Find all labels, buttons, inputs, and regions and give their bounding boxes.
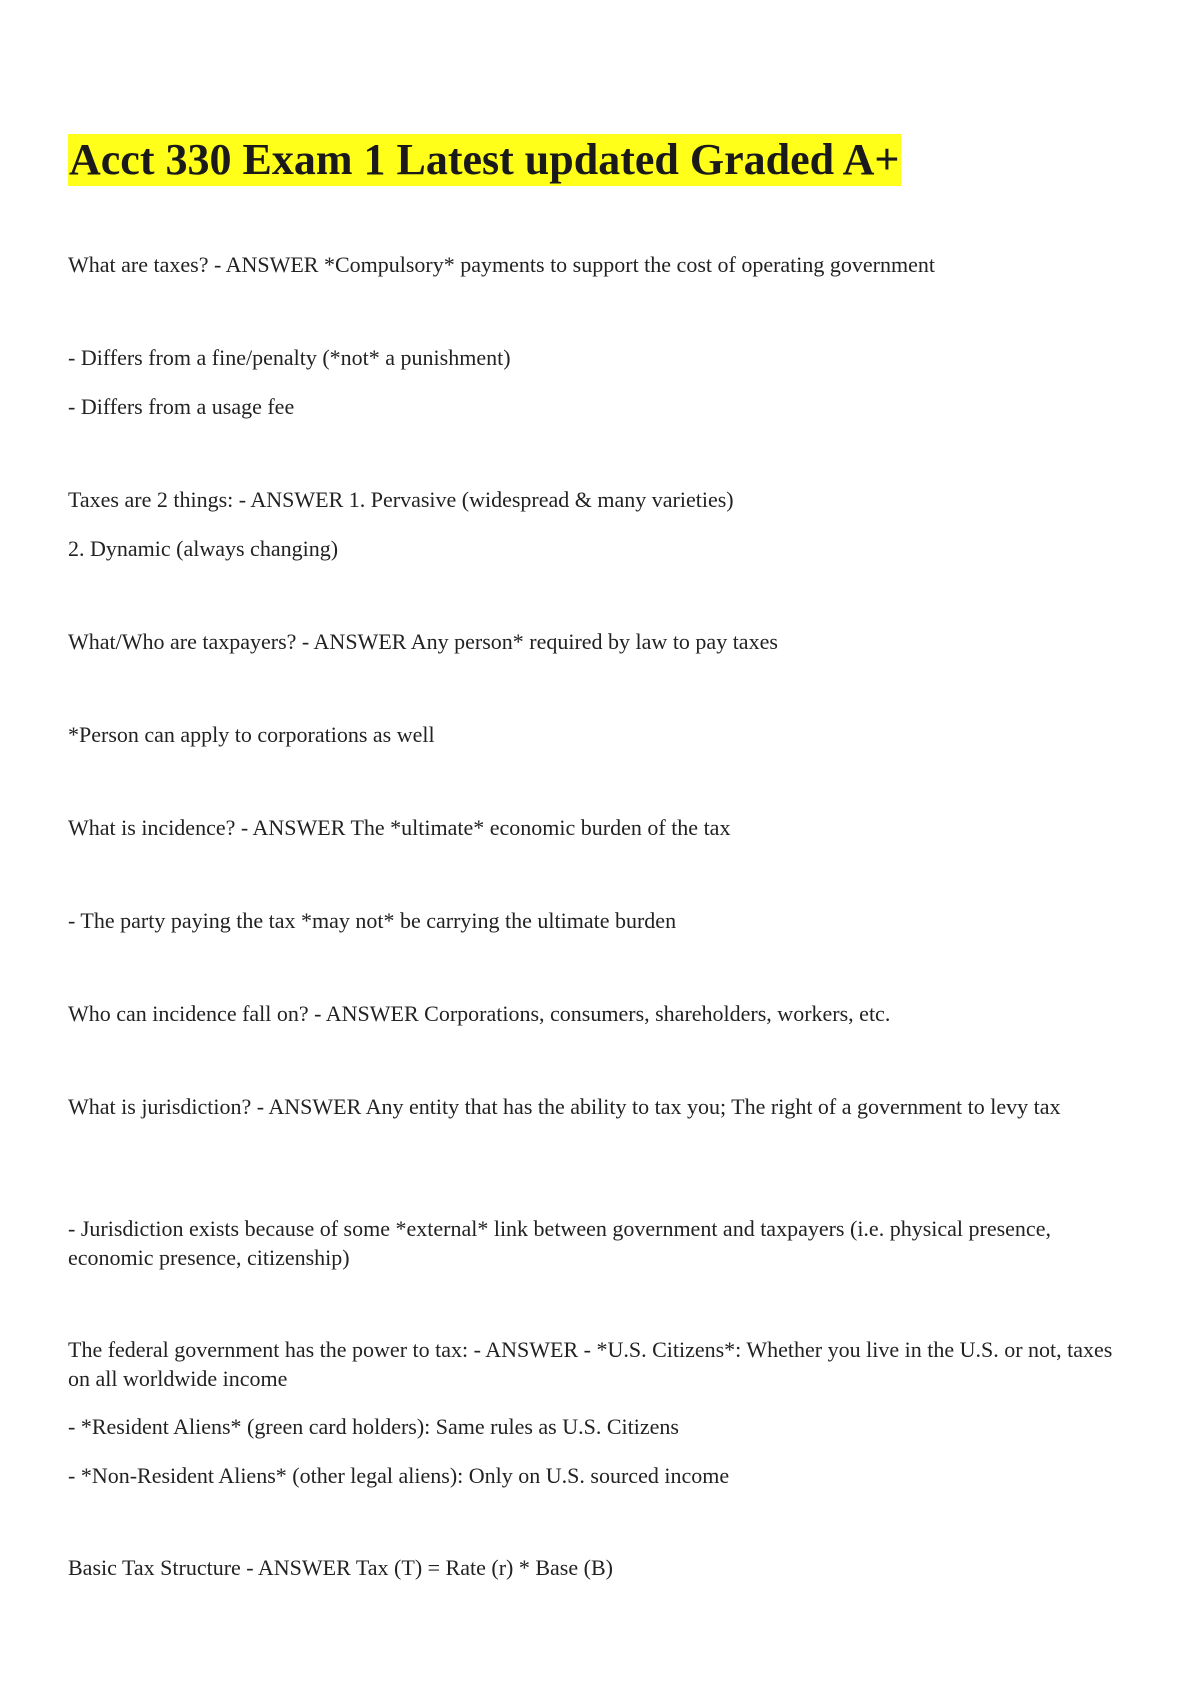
qa-taxes-question: What are taxes? - ANSWER *Compulsory* payments to support the cost of operating government — [68, 252, 935, 277]
qa-incidence-fall-on: Who can incidence fall on? - ANSWER Corporations, consumers, shareholders, workers, etc. — [68, 1001, 891, 1026]
incidence-note: - The party paying the tax *may not* be carrying the ultimate burden — [68, 908, 677, 933]
qa-jurisdiction: What is jurisdiction? - ANSWER Any entity that has the ability to tax you; The right of a government to levy tax — [68, 1094, 1061, 1119]
qa-basic-tax-structure: Basic Tax Structure - ANSWER Tax (T) = Rate (r) * Base (B) — [68, 1555, 613, 1580]
taxes-note-fine: - Differs from a fine/penalty (*not* a punishment) — [68, 345, 511, 370]
qa-taxes-two-things: Taxes are 2 things: - ANSWER 1. Pervasive (widespread & many varieties) — [68, 487, 734, 512]
qa-taxpayers: What/Who are taxpayers? - ANSWER Any person* required by law to pay taxes — [68, 629, 778, 654]
jurisdiction-note: - Jurisdiction exists because of some *external* link between government and taxpayers (i.e. physical presence, economic presence, citizenship) — [68, 1216, 1051, 1270]
qa-federal-power: The federal government has the power to tax: - ANSWER - *U.S. Citizens*: Whether you live in the U.S. or not, taxes on all worldwide income — [68, 1337, 1113, 1391]
non-resident-aliens-item: - *Non-Resident Aliens* (other legal aliens): Only on U.S. sourced income — [68, 1463, 730, 1488]
document-title: Acct 330 Exam 1 Latest updated Graded A+ — [69, 135, 900, 184]
qa-incidence: What is incidence? - ANSWER The *ultimate* economic burden of the tax — [68, 815, 731, 840]
taxes-dynamic-item: 2. Dynamic (always changing) — [68, 536, 339, 561]
taxpayers-note: *Person can apply to corporations as well — [68, 722, 435, 747]
taxes-note-usage-fee: - Differs from a usage fee — [68, 394, 295, 419]
resident-aliens-item: - *Resident Aliens* (green card holders): Same rules as U.S. Citizens — [68, 1414, 679, 1439]
